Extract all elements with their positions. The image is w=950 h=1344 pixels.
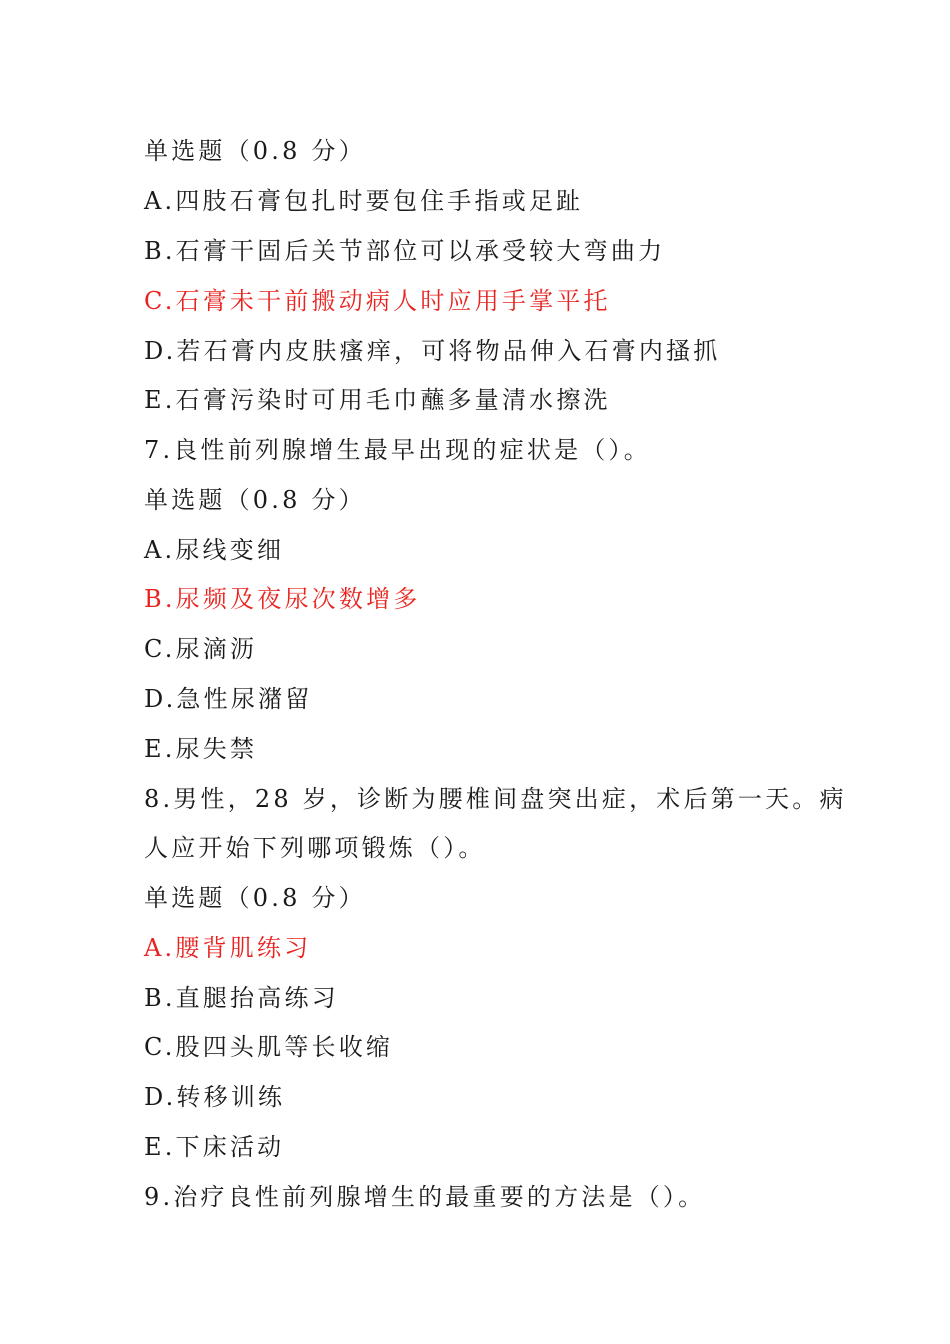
option-b: B.直腿抬高练习	[144, 984, 339, 1012]
option-c: C.股四头肌等长收缩	[144, 1033, 394, 1061]
option-b: B.石膏干固后关节部位可以承受较大弯曲力	[144, 237, 666, 265]
option-e: E.尿失禁	[144, 735, 258, 763]
option-d: D.转移训练	[144, 1083, 286, 1111]
option-c-correct: C.石膏未干前搬动病人时应用手掌平托	[144, 287, 611, 315]
option-a-correct: A.腰背肌练习	[144, 934, 312, 962]
option-c: C.尿滴沥	[144, 635, 258, 663]
question-9: 9.治疗良性前列腺增生的最重要的方法是（）。	[144, 1183, 706, 1211]
option-d: D.急性尿潴留	[144, 685, 313, 713]
option-e: E.石膏污染时可用毛巾蘸多量清水擦洗	[144, 386, 611, 414]
question-8-line-2: 人应开始下列哪项锻炼（）。	[144, 834, 486, 862]
question-8-line-1: 8.男性，28 岁，诊断为腰椎间盘突出症，术后第一天。病	[144, 785, 847, 813]
option-a: A.四肢石膏包扎时要包住手指或足趾	[144, 187, 584, 215]
option-e: E.下床活动	[144, 1133, 285, 1161]
question-type-label: 单选题（0.8 分）	[144, 486, 366, 514]
question-type-label: 单选题（0.8 分）	[144, 137, 366, 165]
question-type-label: 单选题（0.8 分）	[144, 884, 366, 912]
option-a: A.尿线变细	[144, 536, 285, 564]
question-7: 7.良性前列腺增生最早出现的症状是（）。	[144, 436, 651, 464]
option-d: D.若石膏内皮肤瘙痒，可将物品伸入石膏内搔抓	[144, 337, 721, 365]
option-b-correct: B.尿频及夜尿次数增多	[144, 585, 421, 613]
